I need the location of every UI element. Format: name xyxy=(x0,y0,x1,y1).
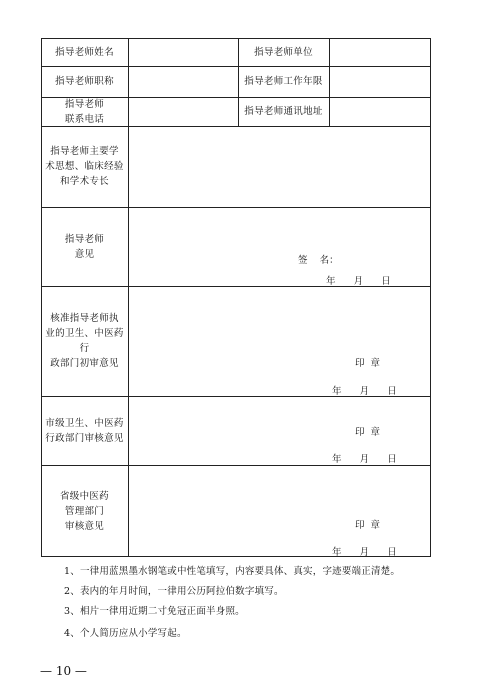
field-preliminary-review[interactable] xyxy=(129,286,431,396)
note-item: 4、个人简历应从小学写起。 xyxy=(64,628,187,639)
field-advisor-name[interactable] xyxy=(129,38,238,66)
seal-label: 印 章 xyxy=(355,427,381,438)
field-advisor-phone[interactable] xyxy=(129,97,238,126)
page-number: — 10 — xyxy=(40,664,87,678)
signature-label: 签 名： xyxy=(298,255,339,266)
label-advisor-address: 指导老师通讯地址 xyxy=(244,106,323,117)
field-advisor-title[interactable] xyxy=(129,66,238,97)
note-item: 2、表内的年月时间，一律用公历阿拉伯数字填写。 xyxy=(64,586,284,597)
label-advisor-opinion: 指导老师 意见 xyxy=(64,233,105,260)
label-preliminary-review: 核准指导老师执 业的卫生、中医药行 政部门初审意见 xyxy=(45,313,124,369)
date-label: 年 月 日 xyxy=(332,547,397,558)
date-label: 年 月 日 xyxy=(332,386,397,397)
label-advisor-phone: 指导老师 联系电话 xyxy=(64,98,105,125)
label-advisor-title: 指导老师职称 xyxy=(55,76,114,87)
field-academic-thought[interactable] xyxy=(129,126,431,207)
note-item: 3、相片一律用近期二寸免冠正面半身照。 xyxy=(64,606,245,617)
date-label: 年 月 日 xyxy=(332,454,397,465)
seal-label: 印 章 xyxy=(355,520,381,531)
label-province-review: 省级中医药 管理部门 审核意见 xyxy=(59,491,109,532)
field-advisor-address[interactable] xyxy=(330,97,431,126)
label-advisor-unit: 指导老师单位 xyxy=(254,46,313,58)
note-item: 1、一律用蓝黑墨水钢笔或中性笔填写，内容要具体、真实，字迹要端正清楚。 xyxy=(64,566,401,577)
date-label: 年 月 日 xyxy=(326,276,391,287)
label-city-review: 市级卫生、中医药 行政部门审核意见 xyxy=(45,417,124,444)
field-advisor-unit[interactable] xyxy=(330,38,431,66)
seal-label: 印 章 xyxy=(355,358,381,369)
label-academic-thought: 指导老师主要学 术思想、临床经验 和学术专长 xyxy=(45,146,124,187)
field-advisor-years[interactable] xyxy=(330,66,431,97)
label-advisor-years: 指导老师工作年限 xyxy=(244,76,323,87)
label-advisor-name: 指导老师姓名 xyxy=(55,46,114,58)
